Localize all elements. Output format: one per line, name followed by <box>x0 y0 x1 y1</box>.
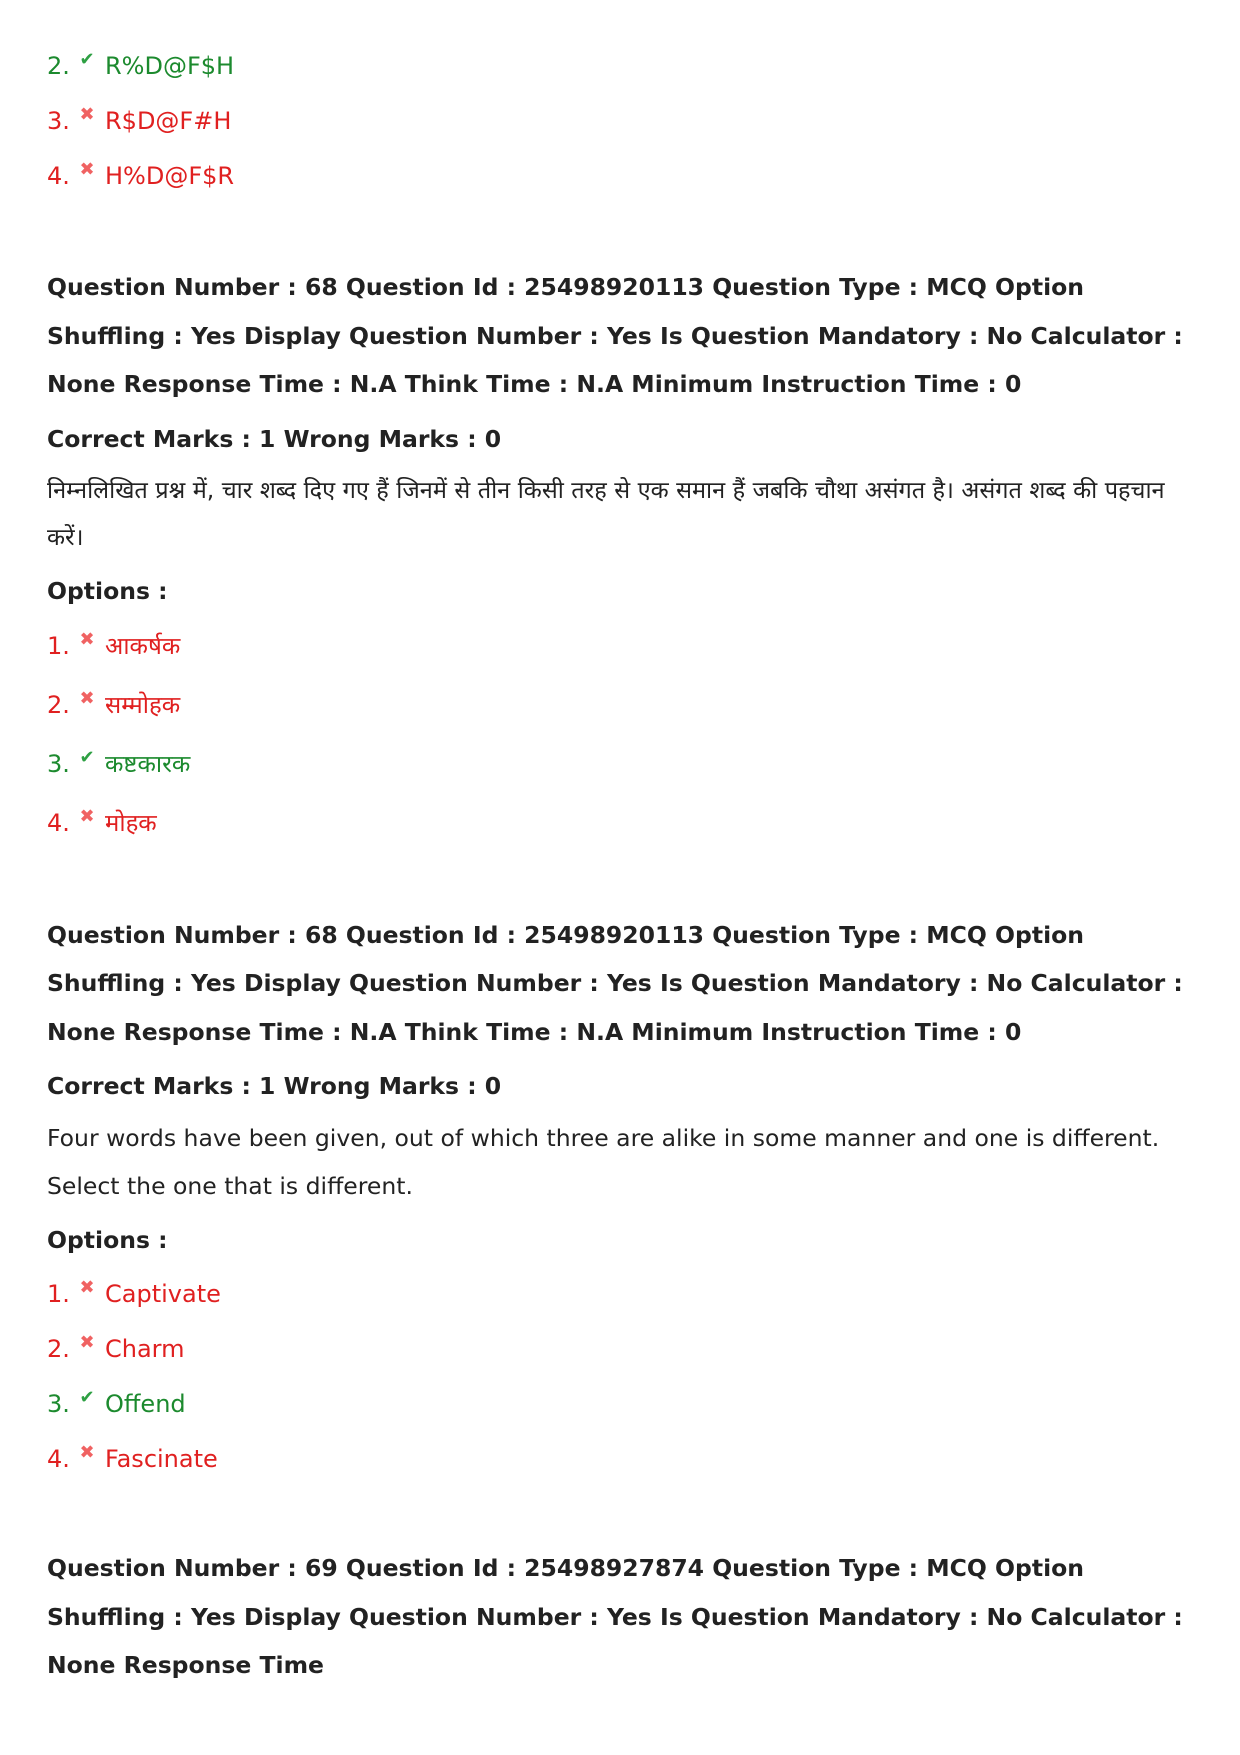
options-list <box>47 617 1207 853</box>
check-icon: ✔ <box>79 48 95 70</box>
cross-icon: ✖ <box>79 1276 95 1298</box>
question-block <box>47 1544 1207 1690</box>
option-text: मोहक <box>105 809 157 837</box>
option-text: Captivate <box>105 1279 221 1308</box>
options-label: Options : <box>47 576 168 605</box>
cross-icon: ✖ <box>79 103 95 125</box>
cross-icon: ✖ <box>79 688 95 709</box>
cross-icon: ✖ <box>79 158 95 180</box>
option-item <box>47 794 1207 853</box>
option-item <box>47 93 1207 148</box>
option-text: H%D@F$R <box>105 161 235 190</box>
option-item <box>47 676 1207 735</box>
option-item <box>47 1321 1207 1376</box>
question-meta: Question Number : 68 Question Id : 25498920113 Question Type : MCQ Option Shuffling : Yes Display Question Number : Yes Is Question Mandatory : No Calculator : None Response Time : N.A Think Time : N.A Minimum Instruction Time : 0 <box>47 920 1183 1046</box>
question-paper-page <box>47 38 1207 1690</box>
cross-icon: ✖ <box>79 806 95 827</box>
option-text: Charm <box>105 1334 185 1363</box>
question-marks: Correct Marks : 1 Wrong Marks : 0 <box>47 424 502 453</box>
option-number: 4. <box>47 161 70 190</box>
option-item <box>47 1431 1207 1486</box>
option-number: 2. <box>47 691 70 719</box>
carryover-options <box>47 38 1207 203</box>
option-item <box>47 38 1207 93</box>
question-marks: Correct Marks : 1 Wrong Marks : 0 <box>47 1072 502 1100</box>
question-block <box>47 263 1207 853</box>
option-text: सम्मोहक <box>105 691 181 719</box>
option-text: आकर्षक <box>105 632 181 660</box>
option-number: 3. <box>47 1389 70 1418</box>
option-item <box>47 1376 1207 1431</box>
check-icon: ✔ <box>79 1386 95 1408</box>
option-item <box>47 148 1207 203</box>
option-item <box>47 617 1207 676</box>
option-number: 3. <box>47 750 70 778</box>
option-number: 4. <box>47 1444 70 1473</box>
option-item <box>47 735 1207 794</box>
option-number: 2. <box>47 51 70 80</box>
cross-icon: ✖ <box>79 1331 95 1353</box>
question-block <box>47 911 1207 1487</box>
option-number: 4. <box>47 809 70 837</box>
options-label: Options : <box>47 1226 168 1254</box>
option-text: Fascinate <box>105 1444 218 1473</box>
check-icon: ✔ <box>79 747 95 768</box>
question-meta: Question Number : 69 Question Id : 25498927874 Question Type : MCQ Option Shuffling : Yes Display Question Number : Yes Is Question Mandatory : No Calculator : None Response Time <box>47 1554 1183 1679</box>
option-item <box>47 1266 1207 1321</box>
question-meta: Question Number : 68 Question Id : 25498920113 Question Type : MCQ Option Shuffling : Yes Display Question Number : Yes Is Question Mandatory : No Calculator : None Response Time : N.A Think Time : N.A Minimum Instruction Time : 0 <box>47 273 1183 398</box>
option-number: 1. <box>47 1279 70 1308</box>
option-number: 3. <box>47 106 70 135</box>
option-text: कष्टकारक <box>105 750 191 778</box>
option-text: Offend <box>105 1389 186 1418</box>
option-number: 1. <box>47 632 70 660</box>
option-text: R$D@F#H <box>105 106 232 135</box>
cross-icon: ✖ <box>79 629 95 650</box>
cross-icon: ✖ <box>79 1441 95 1463</box>
option-number: 2. <box>47 1334 70 1363</box>
options-list <box>47 1266 1207 1486</box>
option-text: R%D@F$H <box>105 51 235 80</box>
question-text: Four words have been given, out of which three are alike in some manner and one is different. Select the one that is different. <box>47 1124 1160 1200</box>
question-text: निम्नलिखित प्रश्न में, चार शब्द दिए गए हैं जिनमें से तीन किसी तरह से एक समान हैं जबकि चौथा असंगत है। असंगत शब्द की पहचान करें। <box>47 475 1165 551</box>
